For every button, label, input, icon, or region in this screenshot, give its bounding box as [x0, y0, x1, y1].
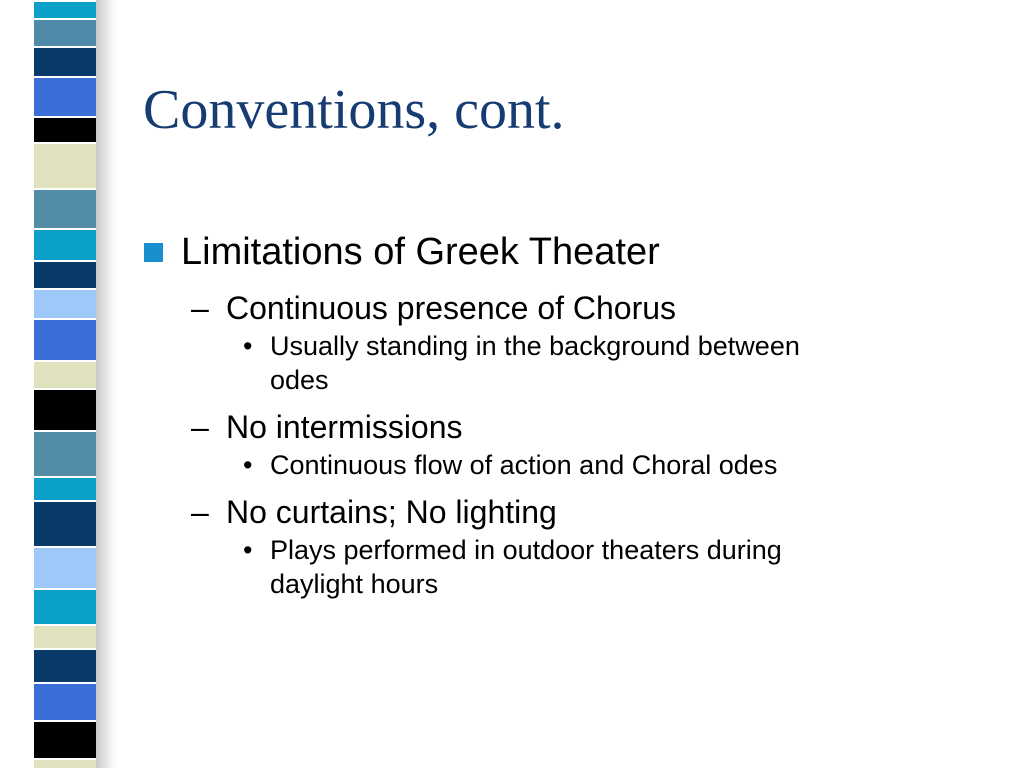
- bullet-level-3: [241, 533, 830, 601]
- stripe-segment: [34, 500, 96, 546]
- bullet-level-2-text: No curtains; No lighting: [226, 494, 557, 530]
- stripe-segment: [34, 76, 96, 116]
- stripe-segment: [34, 260, 96, 288]
- stripe-segment: [34, 546, 96, 588]
- stripe-segment: [34, 142, 96, 188]
- bullet-level-1: [143, 226, 963, 278]
- stripe-segment: [34, 388, 96, 430]
- bullet-level-3-text: Plays performed in outdoor theaters during daylight hours: [270, 535, 782, 599]
- stripe-segment: [34, 758, 96, 768]
- stripe-segment: [34, 188, 96, 228]
- bullet-level-2: [191, 407, 963, 447]
- stripe-segment: [34, 588, 96, 624]
- dash-bullet-icon: –: [191, 290, 209, 326]
- stripe-segment: [34, 624, 96, 648]
- stripe-segment: [34, 288, 96, 318]
- stripe-segment: [34, 318, 96, 360]
- stripe-segment: [34, 46, 96, 76]
- bullet-level-2-text: Continuous presence of Chorus: [226, 290, 677, 326]
- stripe-segment: [34, 430, 96, 476]
- bullet-level-3: [241, 329, 830, 397]
- dot-bullet-icon: •: [243, 331, 253, 361]
- stripe-column: [34, 0, 96, 768]
- bullet-level-3-text: Continuous flow of action and Choral odes: [270, 450, 778, 480]
- stripe-segment: [34, 360, 96, 388]
- slide-title: Conventions, cont.: [143, 79, 565, 141]
- stripe-segment: [34, 116, 96, 142]
- stripe-segment: [34, 720, 96, 758]
- stripe-segment: [34, 228, 96, 260]
- slide-body: [143, 226, 963, 601]
- dot-bullet-icon: •: [243, 450, 253, 480]
- dot-bullet-icon: •: [243, 535, 253, 565]
- stripe-segment: [34, 682, 96, 720]
- square-bullet-icon: [144, 243, 163, 262]
- stripe-segment: [34, 18, 96, 46]
- dash-bullet-icon: –: [191, 409, 209, 445]
- bullet-level-2: [191, 288, 963, 328]
- bullet-level-3: [241, 448, 830, 482]
- bullet-level-1-text: Limitations of Greek Theater: [181, 231, 660, 273]
- stripe-left-margin: [0, 0, 34, 768]
- stripe-segment: [34, 0, 96, 18]
- bullet-level-3-text: Usually standing in the background between odes: [270, 331, 800, 395]
- decorative-stripe-band: [0, 0, 118, 768]
- bullet-level-2: [191, 492, 963, 532]
- dash-bullet-icon: –: [191, 494, 209, 530]
- stripe-segment: [34, 648, 96, 682]
- stripe-shadow: [96, 0, 118, 768]
- stripe-segment: [34, 476, 96, 500]
- bullet-level-2-text: No intermissions: [226, 409, 463, 445]
